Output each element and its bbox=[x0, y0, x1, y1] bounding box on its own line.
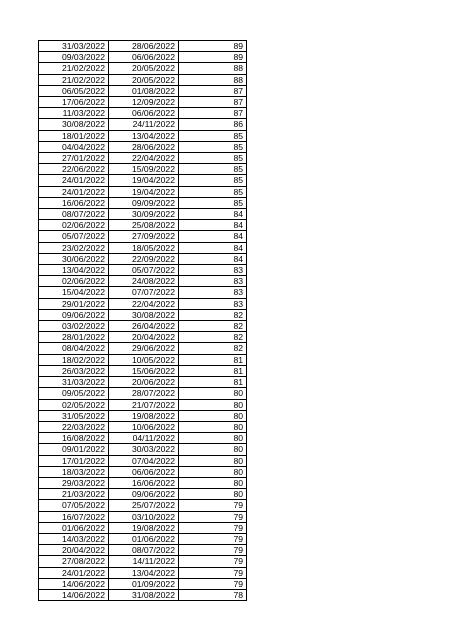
value-cell[interactable]: 79 bbox=[179, 522, 247, 533]
table-row bbox=[39, 522, 247, 533]
end-date-cell[interactable]: 19/08/2022 bbox=[109, 522, 179, 533]
table-row bbox=[39, 545, 247, 556]
start-date-cell[interactable]: 09/06/2022 bbox=[39, 309, 109, 320]
value-cell[interactable]: 85 bbox=[179, 164, 247, 175]
value-cell[interactable]: 82 bbox=[179, 321, 247, 332]
end-date-cell[interactable]: 07/07/2022 bbox=[109, 287, 179, 298]
end-date-cell[interactable]: 25/08/2022 bbox=[109, 220, 179, 231]
start-date-cell[interactable]: 16/07/2022 bbox=[39, 511, 109, 522]
start-date-cell[interactable]: 09/01/2022 bbox=[39, 444, 109, 455]
value-cell[interactable]: 81 bbox=[179, 377, 247, 388]
table-row bbox=[39, 354, 247, 365]
end-date-cell[interactable]: 28/07/2022 bbox=[109, 388, 179, 399]
end-date-cell[interactable]: 29/06/2022 bbox=[109, 343, 179, 354]
start-date-cell[interactable]: 30/06/2022 bbox=[39, 253, 109, 264]
table-row bbox=[39, 421, 247, 432]
table-row bbox=[39, 265, 247, 276]
start-date-cell[interactable]: 24/01/2022 bbox=[39, 567, 109, 578]
value-cell[interactable]: 85 bbox=[179, 186, 247, 197]
start-date-cell[interactable]: 23/02/2022 bbox=[39, 242, 109, 253]
start-date-cell[interactable]: 26/03/2022 bbox=[39, 365, 109, 376]
table-row bbox=[39, 500, 247, 511]
end-date-cell[interactable]: 01/06/2022 bbox=[109, 533, 179, 544]
end-date-cell[interactable]: 22/04/2022 bbox=[109, 153, 179, 164]
start-date-cell[interactable]: 21/02/2022 bbox=[39, 63, 109, 74]
value-cell[interactable]: 80 bbox=[179, 410, 247, 421]
table-row bbox=[39, 309, 247, 320]
table-row bbox=[39, 455, 247, 466]
table-row bbox=[39, 343, 247, 354]
end-date-cell[interactable]: 09/09/2022 bbox=[109, 197, 179, 208]
value-cell[interactable]: 83 bbox=[179, 265, 247, 276]
start-date-cell[interactable]: 07/05/2022 bbox=[39, 500, 109, 511]
start-date-cell[interactable]: 06/05/2022 bbox=[39, 85, 109, 96]
table-row bbox=[39, 130, 247, 141]
value-cell[interactable]: 80 bbox=[179, 466, 247, 477]
table-row bbox=[39, 433, 247, 444]
start-date-cell[interactable]: 04/04/2022 bbox=[39, 141, 109, 152]
end-date-cell[interactable]: 27/09/2022 bbox=[109, 231, 179, 242]
table-row bbox=[39, 231, 247, 242]
end-date-cell[interactable]: 10/06/2022 bbox=[109, 421, 179, 432]
start-date-cell[interactable]: 18/02/2022 bbox=[39, 354, 109, 365]
value-cell[interactable]: 85 bbox=[179, 130, 247, 141]
start-date-cell[interactable]: 31/03/2022 bbox=[39, 377, 109, 388]
start-date-cell[interactable]: 16/06/2022 bbox=[39, 197, 109, 208]
value-cell[interactable]: 81 bbox=[179, 354, 247, 365]
table-row bbox=[39, 388, 247, 399]
value-cell[interactable]: 80 bbox=[179, 388, 247, 399]
value-cell[interactable]: 84 bbox=[179, 209, 247, 220]
start-date-cell[interactable]: 09/05/2022 bbox=[39, 388, 109, 399]
start-date-cell[interactable]: 08/04/2022 bbox=[39, 343, 109, 354]
value-cell[interactable]: 86 bbox=[179, 119, 247, 130]
table-row bbox=[39, 399, 247, 410]
end-date-cell[interactable]: 07/04/2022 bbox=[109, 455, 179, 466]
start-date-cell[interactable]: 03/02/2022 bbox=[39, 321, 109, 332]
start-date-cell[interactable]: 02/06/2022 bbox=[39, 220, 109, 231]
end-date-cell[interactable]: 30/09/2022 bbox=[109, 209, 179, 220]
table-row bbox=[39, 41, 247, 52]
value-cell[interactable]: 83 bbox=[179, 298, 247, 309]
start-date-cell[interactable]: 14/06/2022 bbox=[39, 578, 109, 589]
end-date-cell[interactable]: 08/07/2022 bbox=[109, 545, 179, 556]
end-date-cell[interactable]: 03/10/2022 bbox=[109, 511, 179, 522]
table-row bbox=[39, 332, 247, 343]
end-date-cell[interactable]: 30/08/2022 bbox=[109, 309, 179, 320]
value-cell[interactable]: 82 bbox=[179, 343, 247, 354]
start-date-cell[interactable]: 09/03/2022 bbox=[39, 52, 109, 63]
table-row bbox=[39, 556, 247, 567]
value-cell[interactable]: 79 bbox=[179, 545, 247, 556]
end-date-cell[interactable]: 01/08/2022 bbox=[109, 85, 179, 96]
end-date-cell[interactable]: 19/04/2022 bbox=[109, 175, 179, 186]
start-date-cell[interactable]: 22/06/2022 bbox=[39, 164, 109, 175]
value-cell[interactable]: 84 bbox=[179, 253, 247, 264]
table-row bbox=[39, 119, 247, 130]
end-date-cell[interactable]: 10/05/2022 bbox=[109, 354, 179, 365]
table-row bbox=[39, 164, 247, 175]
table-row bbox=[39, 489, 247, 500]
end-date-cell[interactable]: 28/06/2022 bbox=[109, 41, 179, 52]
value-cell[interactable]: 84 bbox=[179, 231, 247, 242]
start-date-cell[interactable]: 16/08/2022 bbox=[39, 433, 109, 444]
value-cell[interactable]: 89 bbox=[179, 41, 247, 52]
start-date-cell[interactable]: 24/01/2022 bbox=[39, 186, 109, 197]
end-date-cell[interactable]: 14/11/2022 bbox=[109, 556, 179, 567]
value-cell[interactable]: 78 bbox=[179, 589, 247, 600]
start-date-cell[interactable]: 01/06/2022 bbox=[39, 522, 109, 533]
value-cell[interactable]: 87 bbox=[179, 108, 247, 119]
table-row bbox=[39, 209, 247, 220]
start-date-cell[interactable]: 18/03/2022 bbox=[39, 466, 109, 477]
table-row bbox=[39, 578, 247, 589]
table-row bbox=[39, 242, 247, 253]
value-cell[interactable]: 80 bbox=[179, 433, 247, 444]
table-row bbox=[39, 97, 247, 108]
value-cell[interactable]: 83 bbox=[179, 287, 247, 298]
table-row bbox=[39, 141, 247, 152]
start-date-cell[interactable]: 15/04/2022 bbox=[39, 287, 109, 298]
table-row bbox=[39, 377, 247, 388]
table-row bbox=[39, 175, 247, 186]
end-date-cell[interactable]: 06/06/2022 bbox=[109, 466, 179, 477]
start-date-cell[interactable]: 05/07/2022 bbox=[39, 231, 109, 242]
end-date-cell[interactable]: 20/05/2022 bbox=[109, 74, 179, 85]
table-row bbox=[39, 511, 247, 522]
value-cell[interactable]: 88 bbox=[179, 63, 247, 74]
start-date-cell[interactable]: 18/01/2022 bbox=[39, 130, 109, 141]
table-row bbox=[39, 589, 247, 600]
data-table bbox=[38, 40, 247, 601]
table-row bbox=[39, 410, 247, 421]
end-date-cell[interactable]: 24/08/2022 bbox=[109, 276, 179, 287]
end-date-cell[interactable]: 28/06/2022 bbox=[109, 141, 179, 152]
start-date-cell[interactable]: 21/03/2022 bbox=[39, 489, 109, 500]
table-row bbox=[39, 466, 247, 477]
start-date-cell[interactable]: 31/05/2022 bbox=[39, 410, 109, 421]
end-date-cell[interactable]: 26/04/2022 bbox=[109, 321, 179, 332]
value-cell[interactable]: 83 bbox=[179, 276, 247, 287]
table-row bbox=[39, 153, 247, 164]
end-date-cell[interactable]: 20/06/2022 bbox=[109, 377, 179, 388]
value-cell[interactable]: 80 bbox=[179, 399, 247, 410]
end-date-cell[interactable]: 01/09/2022 bbox=[109, 578, 179, 589]
value-cell[interactable]: 89 bbox=[179, 52, 247, 63]
start-date-cell[interactable]: 24/01/2022 bbox=[39, 175, 109, 186]
end-date-cell[interactable]: 18/05/2022 bbox=[109, 242, 179, 253]
start-date-cell[interactable]: 28/01/2022 bbox=[39, 332, 109, 343]
value-cell[interactable]: 82 bbox=[179, 332, 247, 343]
table-row bbox=[39, 52, 247, 63]
start-date-cell[interactable]: 17/06/2022 bbox=[39, 97, 109, 108]
end-date-cell[interactable]: 15/09/2022 bbox=[109, 164, 179, 175]
table-row bbox=[39, 253, 247, 264]
table-row bbox=[39, 220, 247, 231]
start-date-cell[interactable]: 02/05/2022 bbox=[39, 399, 109, 410]
end-date-cell[interactable]: 13/04/2022 bbox=[109, 567, 179, 578]
end-date-cell[interactable]: 30/03/2022 bbox=[109, 444, 179, 455]
value-cell[interactable]: 80 bbox=[179, 421, 247, 432]
end-date-cell[interactable]: 22/04/2022 bbox=[109, 298, 179, 309]
end-date-cell[interactable]: 20/04/2022 bbox=[109, 332, 179, 343]
table-body bbox=[39, 41, 247, 601]
end-date-cell[interactable]: 09/06/2022 bbox=[109, 489, 179, 500]
end-date-cell[interactable]: 20/05/2022 bbox=[109, 63, 179, 74]
start-date-cell[interactable]: 17/01/2022 bbox=[39, 455, 109, 466]
end-date-cell[interactable]: 19/08/2022 bbox=[109, 410, 179, 421]
value-cell[interactable]: 79 bbox=[179, 578, 247, 589]
value-cell[interactable]: 85 bbox=[179, 153, 247, 164]
end-date-cell[interactable]: 31/08/2022 bbox=[109, 589, 179, 600]
table-row bbox=[39, 197, 247, 208]
end-date-cell[interactable]: 06/06/2022 bbox=[109, 52, 179, 63]
value-cell[interactable]: 88 bbox=[179, 74, 247, 85]
start-date-cell[interactable]: 29/01/2022 bbox=[39, 298, 109, 309]
table-row bbox=[39, 533, 247, 544]
start-date-cell[interactable]: 31/03/2022 bbox=[39, 41, 109, 52]
table-row bbox=[39, 287, 247, 298]
value-cell[interactable]: 82 bbox=[179, 309, 247, 320]
start-date-cell[interactable]: 02/06/2022 bbox=[39, 276, 109, 287]
value-cell[interactable]: 80 bbox=[179, 489, 247, 500]
start-date-cell[interactable]: 20/04/2022 bbox=[39, 545, 109, 556]
table-row bbox=[39, 186, 247, 197]
value-cell[interactable]: 84 bbox=[179, 242, 247, 253]
value-cell[interactable]: 80 bbox=[179, 455, 247, 466]
start-date-cell[interactable]: 30/08/2022 bbox=[39, 119, 109, 130]
end-date-cell[interactable]: 12/09/2022 bbox=[109, 97, 179, 108]
value-cell[interactable]: 85 bbox=[179, 175, 247, 186]
table-row bbox=[39, 298, 247, 309]
table-row bbox=[39, 63, 247, 74]
start-date-cell[interactable]: 14/03/2022 bbox=[39, 533, 109, 544]
spreadsheet-region bbox=[38, 40, 246, 601]
table-row bbox=[39, 477, 247, 488]
value-cell[interactable]: 80 bbox=[179, 477, 247, 488]
start-date-cell[interactable]: 13/04/2022 bbox=[39, 265, 109, 276]
end-date-cell[interactable]: 25/07/2022 bbox=[109, 500, 179, 511]
table-row bbox=[39, 321, 247, 332]
value-cell[interactable]: 79 bbox=[179, 556, 247, 567]
start-date-cell[interactable]: 08/07/2022 bbox=[39, 209, 109, 220]
table-row bbox=[39, 276, 247, 287]
table-row bbox=[39, 365, 247, 376]
end-date-cell[interactable]: 24/11/2022 bbox=[109, 119, 179, 130]
value-cell[interactable]: 84 bbox=[179, 220, 247, 231]
value-cell[interactable]: 81 bbox=[179, 365, 247, 376]
value-cell[interactable]: 79 bbox=[179, 567, 247, 578]
start-date-cell[interactable]: 14/06/2022 bbox=[39, 589, 109, 600]
start-date-cell[interactable]: 22/03/2022 bbox=[39, 421, 109, 432]
table-row bbox=[39, 444, 247, 455]
end-date-cell[interactable]: 15/06/2022 bbox=[109, 365, 179, 376]
end-date-cell[interactable]: 06/06/2022 bbox=[109, 108, 179, 119]
value-cell[interactable]: 87 bbox=[179, 97, 247, 108]
start-date-cell[interactable]: 27/08/2022 bbox=[39, 556, 109, 567]
table-row bbox=[39, 74, 247, 85]
value-cell[interactable]: 87 bbox=[179, 85, 247, 96]
start-date-cell[interactable]: 27/01/2022 bbox=[39, 153, 109, 164]
end-date-cell[interactable]: 13/04/2022 bbox=[109, 130, 179, 141]
end-date-cell[interactable]: 21/07/2022 bbox=[109, 399, 179, 410]
value-cell[interactable]: 85 bbox=[179, 197, 247, 208]
end-date-cell[interactable]: 19/04/2022 bbox=[109, 186, 179, 197]
table-row bbox=[39, 567, 247, 578]
table-row bbox=[39, 108, 247, 119]
end-date-cell[interactable]: 04/11/2022 bbox=[109, 433, 179, 444]
value-cell[interactable]: 85 bbox=[179, 141, 247, 152]
end-date-cell[interactable]: 05/07/2022 bbox=[109, 265, 179, 276]
start-date-cell[interactable]: 21/02/2022 bbox=[39, 74, 109, 85]
start-date-cell[interactable]: 11/03/2022 bbox=[39, 108, 109, 119]
value-cell[interactable]: 79 bbox=[179, 533, 247, 544]
end-date-cell[interactable]: 22/09/2022 bbox=[109, 253, 179, 264]
table-row bbox=[39, 85, 247, 96]
value-cell[interactable]: 80 bbox=[179, 444, 247, 455]
value-cell[interactable]: 79 bbox=[179, 511, 247, 522]
end-date-cell[interactable]: 16/06/2022 bbox=[109, 477, 179, 488]
start-date-cell[interactable]: 29/03/2022 bbox=[39, 477, 109, 488]
value-cell[interactable]: 79 bbox=[179, 500, 247, 511]
